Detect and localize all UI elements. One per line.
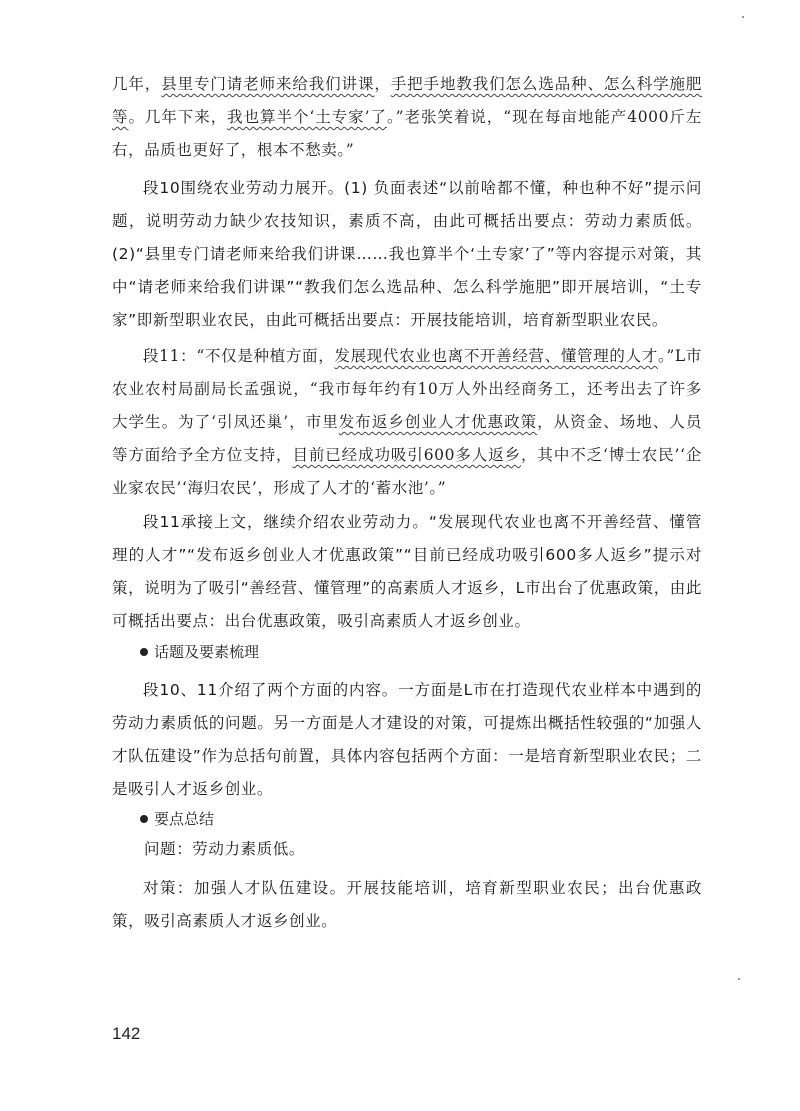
quote-text: 。”L市农业农村局副局长孟强说，“我市每年约有10万人外出经商务工，还考出去了许多大学生。为了‘引凤还巢’，市里 bbox=[112, 347, 702, 431]
quote-text: 几年， bbox=[112, 75, 162, 93]
heading-label: 要点总结 bbox=[154, 810, 215, 828]
heading-label: 话题及要素梳理 bbox=[154, 643, 260, 661]
quote-text: 段11：“不仅是种植方面， bbox=[143, 347, 335, 365]
problem-line: 问题：劳动力素质低。 bbox=[144, 840, 306, 858]
quote-text: 。 bbox=[128, 108, 145, 126]
bullet-icon bbox=[140, 648, 148, 656]
quote-paragraph-10-end bbox=[112, 68, 702, 167]
underlined-phrase: 发布返乡创业人才优惠政策 bbox=[338, 413, 538, 431]
analysis-paragraph-11: 段11承接上文，继续介绍农业劳动力。“发展现代农业也离不开善经营、懂管理的人才”“发布返乡创业人才优惠政策”“目前已经成功吸引600多人返乡”提示对策，说明为了吸引“善经营、懂管理”的高素质人才返乡，L市出台了优惠政策，由此可概括出要点：出台优惠政策，吸引高素质人才返乡创业。 bbox=[112, 513, 702, 630]
topic-paragraph: 段10、11介绍了两个方面的内容。一方面是L市在打造现代农业样本中遇到的劳动力素质低的问题。另一方面是人才建设的对策，可提炼出概括性较强的“加强人才队伍建设”作为总括句前置，具体内容包括两个方面：一是培育新型职业农民；二是吸引人才返乡创业。 bbox=[112, 681, 702, 798]
quote-paragraph-11 bbox=[112, 340, 702, 505]
quote-text: 。”老张笑着说，“现在每亩地能产4000斤左右，品质也更好了，根本不愁卖。” bbox=[112, 108, 702, 159]
underlined-phrase: 目前已经成功吸引600多人返乡 bbox=[292, 446, 522, 464]
solution-paragraph: 对策：加强人才队伍建设。开展技能培训，培育新型职业农民；出台优惠政策，吸引高素质人才返乡创业。 bbox=[112, 879, 702, 930]
underlined-phrase: 我也算半个‘土专家’了 bbox=[227, 108, 387, 126]
underlined-phrase: 县里专门请老师来给我们讲课 bbox=[161, 75, 375, 93]
section-heading-topic bbox=[140, 640, 259, 664]
quote-text: 几年下来， bbox=[144, 108, 228, 126]
quote-text: ，其中不乏‘博士农民’‘企业家农民’‘海归农民’，形成了人才的‘蓄水池’。” bbox=[112, 446, 702, 497]
underlined-phrase: 手把手地教我们怎么选品种、怎么科学施肥等 bbox=[112, 75, 702, 126]
bullet-icon bbox=[140, 815, 148, 823]
quote-text: ，从资金、场地、人员等方面给予全方位支持， bbox=[112, 413, 702, 464]
scan-speck bbox=[738, 978, 740, 980]
underlined-phrase: 发展现代农业也离不开善经营、懂管理的人才 bbox=[334, 347, 658, 365]
quote-text: ， bbox=[374, 75, 391, 93]
page-number: 142 bbox=[112, 1024, 141, 1043]
analysis-paragraph-10: 段10围绕农业劳动力展开。(1) 负面表述“以前啥都不懂，种也种不好”提示问题，说明劳动力缺少农技知识，素质不高，由此可概括出要点：劳动力素质低。(2)“县里专门请老师来给我们讲课……我也算半个‘土专家’了”等内容提示对策，其中“请老师来给我们讲课”“教我们怎么选品种、怎么科学施肥”即开展培训，“土专家”即新型职业农民，由此可概括出要点：开展技能培训，培育新型职业农民。 bbox=[112, 179, 702, 329]
section-heading-summary bbox=[140, 807, 214, 831]
scan-speck bbox=[742, 16, 744, 18]
